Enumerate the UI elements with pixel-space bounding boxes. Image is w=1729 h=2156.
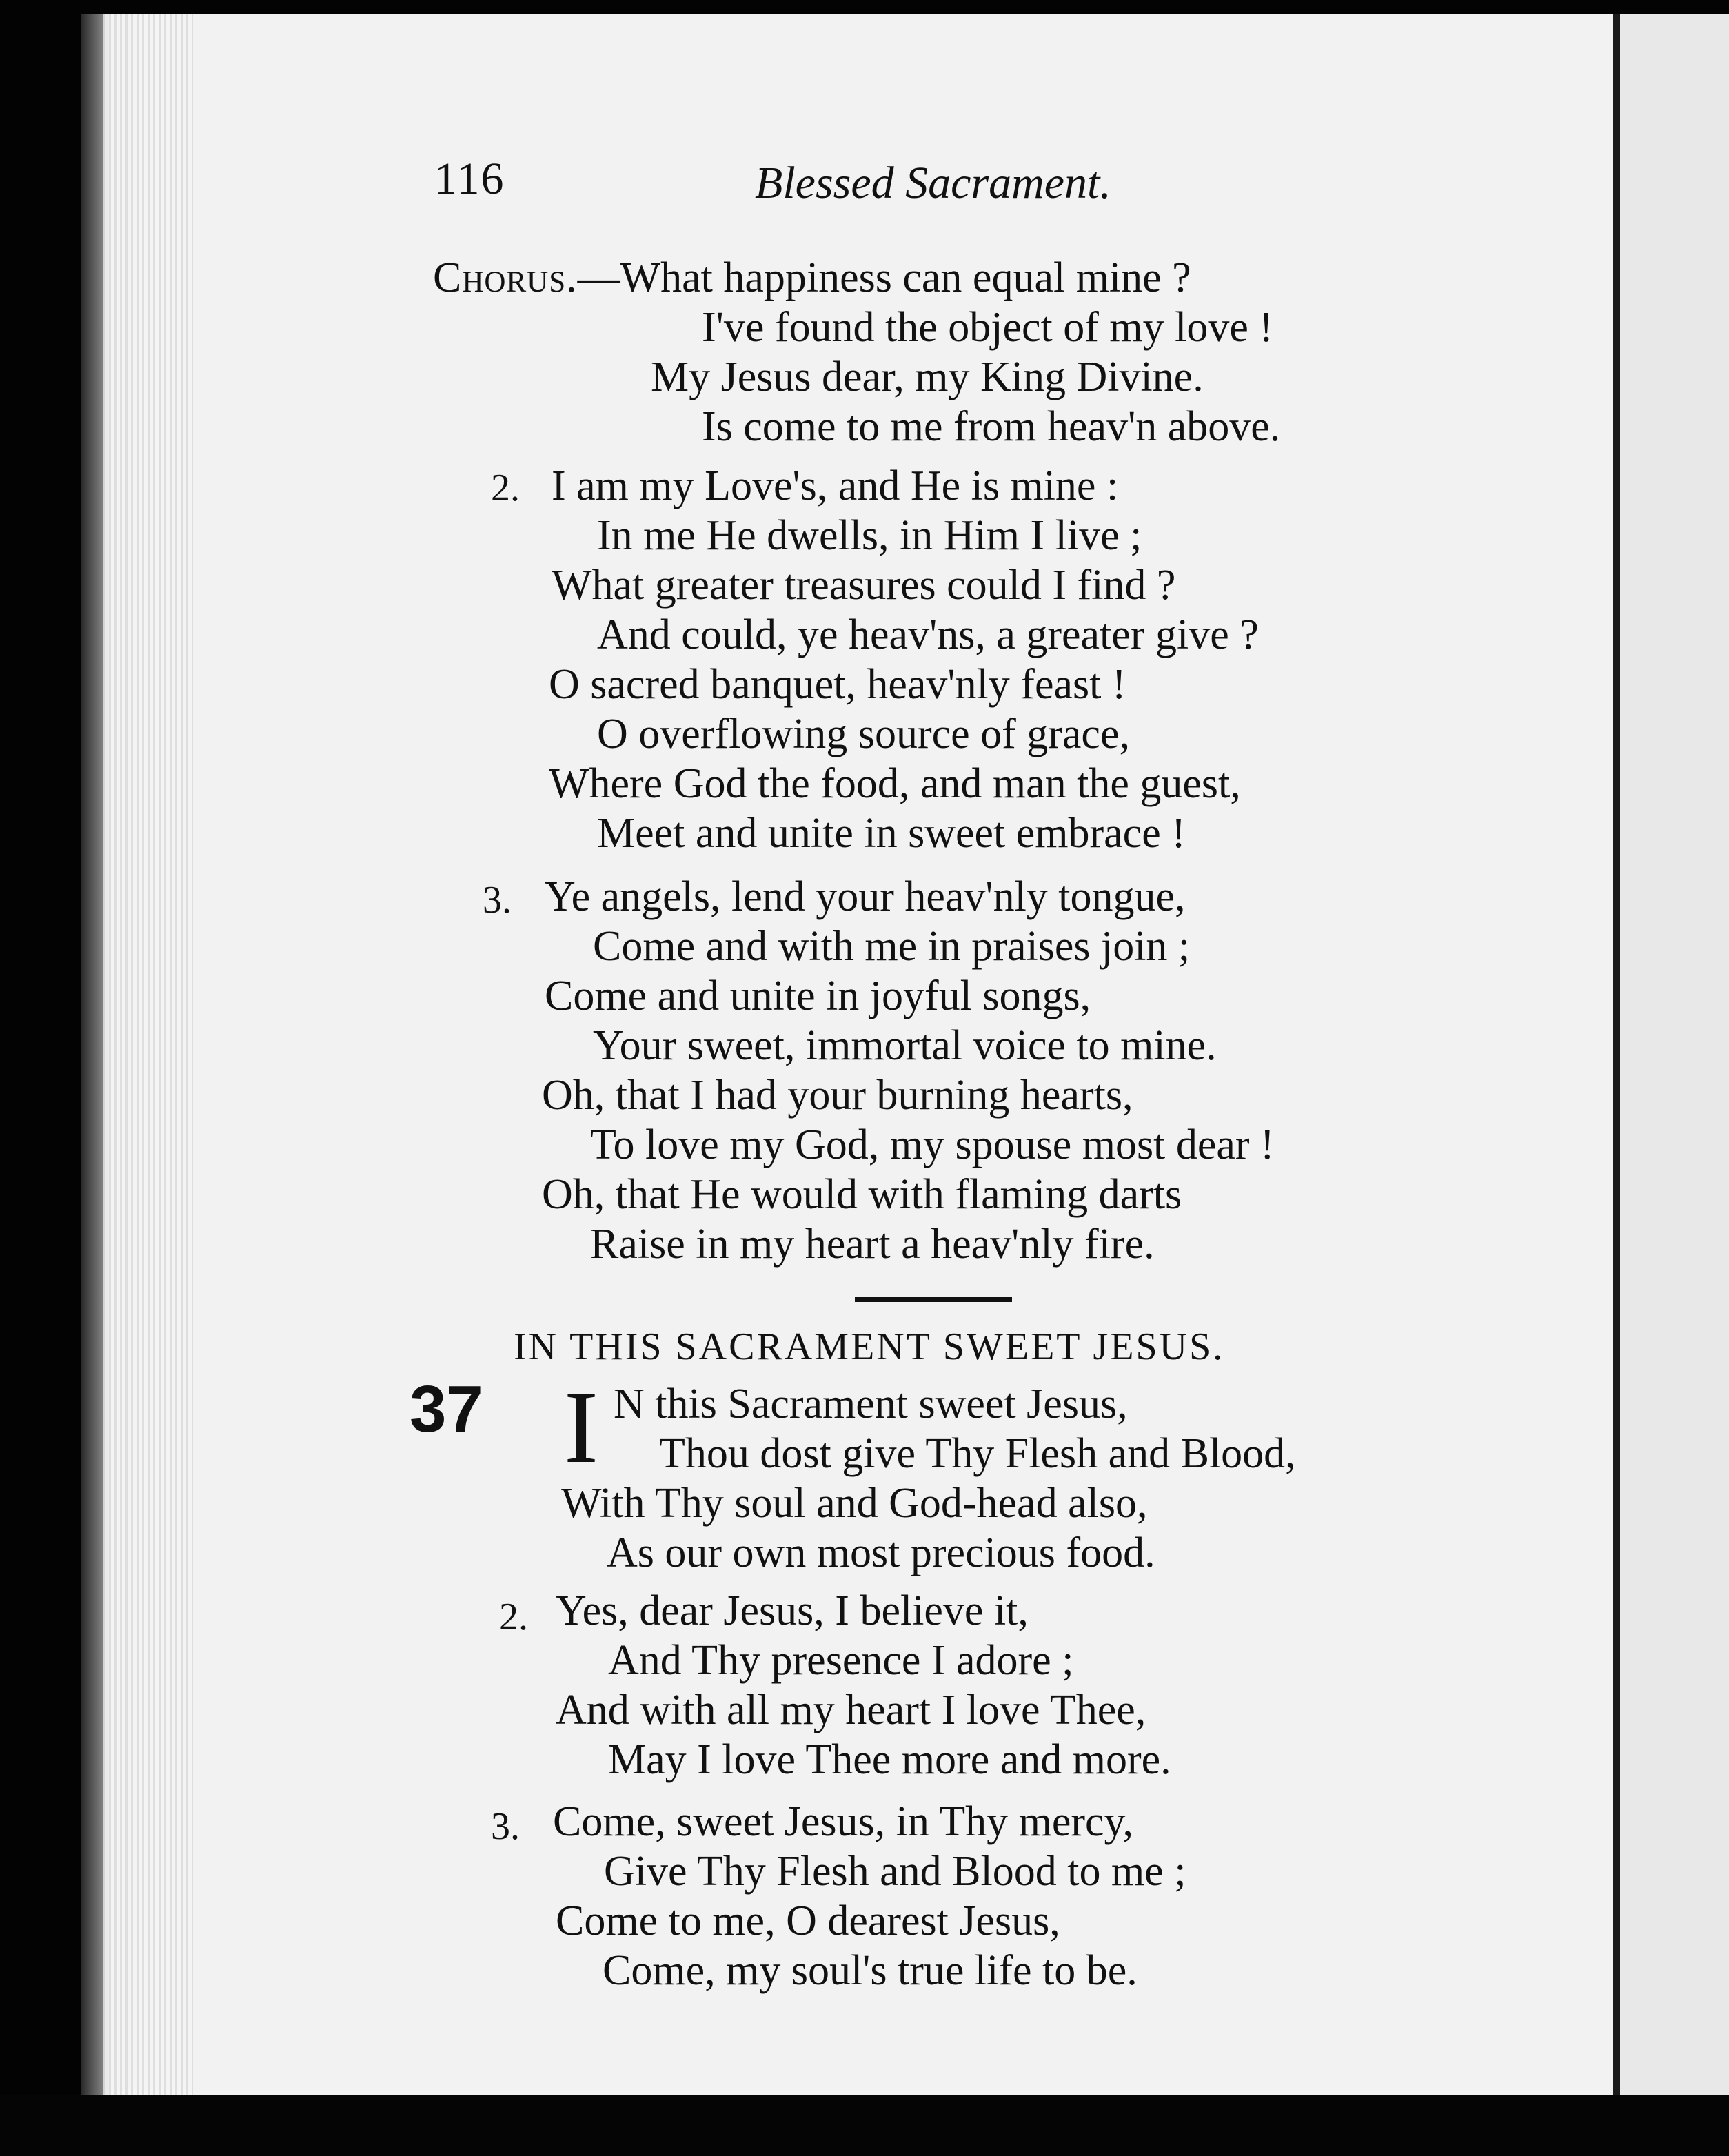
scan-bottom-band: [0, 2095, 1729, 2156]
page-number: 116: [434, 154, 505, 204]
verse-line: Yes, dear Jesus, I believe it,: [556, 1587, 1029, 1634]
chorus-line-text: —What happiness can equal mine ?: [577, 254, 1191, 301]
verse-line: Your sweet, immortal voice to mine.: [593, 1022, 1217, 1069]
verse-line: With Thy soul and God-head also,: [561, 1480, 1148, 1527]
verse-line: May I love Thee more and more.: [608, 1736, 1171, 1783]
verse-line: Oh, that He would with flaming darts: [542, 1171, 1182, 1218]
verse-line: What greater treasures could I find ?: [552, 562, 1176, 609]
verse-line: I am my Love's, and He is mine :: [552, 462, 1119, 509]
verse-number: 3.: [491, 1805, 520, 1848]
verse-line: And could, ye heav'ns, a greater give ?: [597, 611, 1259, 658]
verse-line: Oh, that I had your burning hearts,: [542, 1072, 1133, 1119]
verse-line: In me He dwells, in Him I live ;: [597, 512, 1142, 559]
verse-line: Come and with me in praises join ;: [593, 923, 1191, 970]
verse-line: N this Sacrament sweet Jesus,: [614, 1381, 1128, 1427]
verse-line: Come, sweet Jesus, in Thy mercy,: [553, 1798, 1134, 1845]
chorus-line: [433, 256, 1191, 299]
page-edges: [103, 14, 193, 2095]
facing-page-edge: [1620, 14, 1729, 2095]
chorus-line: I've found the object of my love !: [702, 304, 1273, 351]
verse-line: Raise in my heart a heav'nly fire.: [590, 1221, 1155, 1268]
verse-line: And with all my heart I love Thee,: [556, 1687, 1146, 1733]
verse-line: Meet and unite in sweet embrace !: [597, 810, 1186, 857]
verse-line: Give Thy Flesh and Blood to me ;: [604, 1848, 1186, 1895]
drop-cap: I: [564, 1370, 598, 1485]
running-title: Blessed Sacrament.: [755, 158, 1111, 208]
verse-number: 2.: [491, 467, 520, 509]
verse-line: Come to me, O dearest Jesus,: [556, 1898, 1060, 1944]
verse-number: 3.: [483, 879, 512, 922]
chorus-line: Is come to me from heav'n above.: [702, 403, 1281, 450]
verse-line: Where God the food, and man the guest,: [549, 760, 1241, 807]
verse-line: O sacred banquet, heav'nly feast !: [549, 661, 1126, 708]
verse-line: And Thy presence I adore ;: [608, 1637, 1074, 1684]
section-divider: [855, 1297, 1012, 1302]
verse-line: Come, my soul's true life to be.: [603, 1947, 1138, 1994]
hymn-number: 37: [410, 1372, 483, 1446]
chorus-line: My Jesus dear, my King Divine.: [651, 354, 1204, 400]
verse-line: Come and unite in joyful songs,: [545, 973, 1091, 1019]
verse-line: As our own most precious food.: [607, 1529, 1155, 1576]
verse-line: Ye angels, lend your heav'nly tongue,: [545, 873, 1186, 920]
verse-line: Thou dost give Thy Flesh and Blood,: [659, 1430, 1296, 1477]
hymn-title: IN THIS SACRAMENT SWEET JESUS.: [514, 1325, 1225, 1368]
verse-line: O overflowing source of grace,: [597, 711, 1130, 757]
chorus-label: Chorus.: [433, 254, 578, 301]
verse-number: 2.: [499, 1596, 528, 1638]
verse-line: To love my God, my spouse most dear !: [590, 1121, 1275, 1168]
